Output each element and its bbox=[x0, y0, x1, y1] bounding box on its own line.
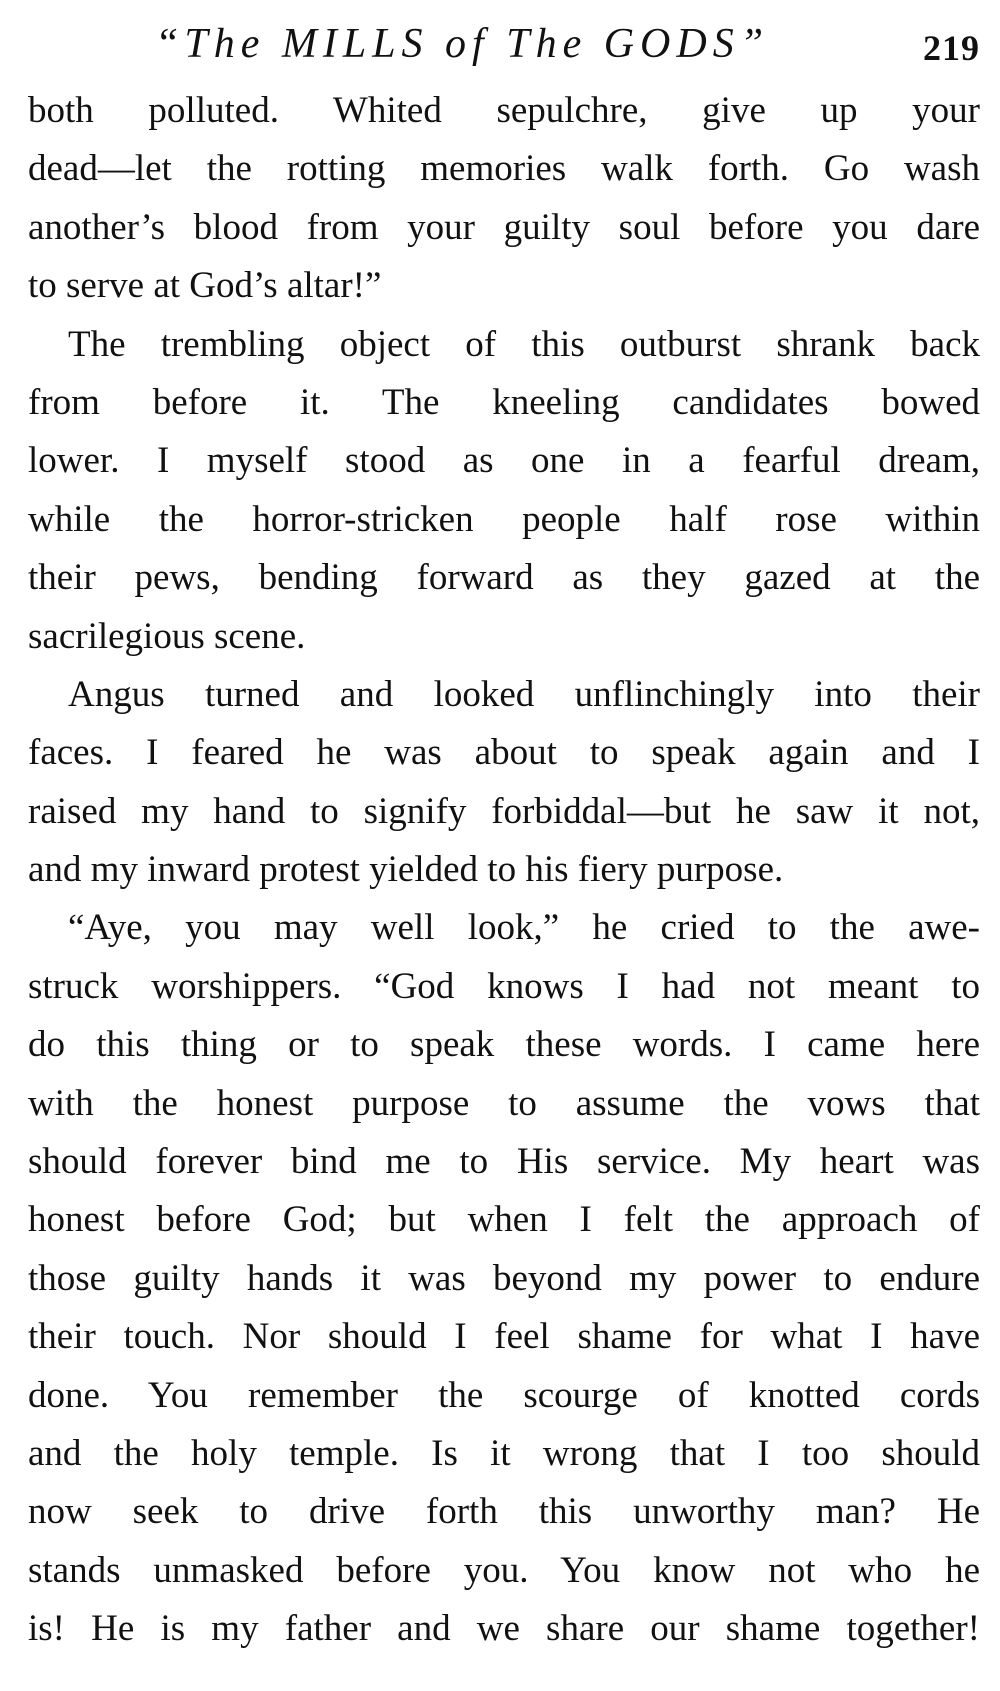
running-head bbox=[30, 14, 980, 74]
text-line: do this thing or to speak these words. I came here bbox=[28, 1024, 980, 1066]
text-line: another’s blood from your guilty soul before you dare bbox=[28, 206, 980, 248]
paragraph-start-line: “Aye, you may well look,” he cried to the awe- bbox=[68, 907, 980, 949]
text-line: and my inward protest yielded to his fiery purpose. bbox=[28, 849, 784, 891]
body-text bbox=[28, 82, 980, 1659]
page-number: 219 bbox=[923, 28, 980, 68]
paragraph-start-line: The trembling object of this outburst shrank back bbox=[68, 323, 980, 365]
text-line: done. You remember the scourge of knotted cords bbox=[28, 1374, 980, 1416]
text-line: sacrilegious scene. bbox=[28, 615, 306, 657]
text-line: their pews, bending forward as they gazed at the bbox=[28, 557, 980, 599]
text-line: while the horror-stricken people half rose within bbox=[28, 498, 980, 540]
text-line: with the honest purpose to assume the vows that bbox=[28, 1082, 980, 1124]
text-line: lower. I myself stood as one in a fearful dream, bbox=[28, 440, 980, 482]
running-title: “The MILLS of The GODS” bbox=[155, 21, 770, 67]
paragraph-start-line: Angus turned and looked unflinchingly into their bbox=[68, 673, 980, 715]
text-line: to serve at God’s altar!” bbox=[28, 265, 382, 307]
text-line: raised my hand to signify forbiddal—but he saw it not, bbox=[28, 790, 980, 832]
text-line: those guilty hands it was beyond my power to endure bbox=[28, 1257, 980, 1299]
text-line: struck worshippers. “God knows I had not meant to bbox=[28, 965, 980, 1007]
text-line: and the holy temple. Is it wrong that I too should bbox=[28, 1432, 980, 1474]
text-line: should forever bind me to His service. My heart was bbox=[28, 1141, 980, 1183]
text-line: their touch. Nor should I feel shame for what I have bbox=[28, 1316, 980, 1358]
text-line: from before it. The kneeling candidates bowed bbox=[28, 381, 980, 423]
text-line: dead—let the rotting memories walk forth. Go wash bbox=[28, 148, 980, 190]
text-line: now seek to drive forth this unworthy man? He bbox=[28, 1491, 980, 1533]
text-line: both polluted. Whited sepulchre, give up your bbox=[28, 90, 980, 131]
text-line: is! He is my father and we share our shame together! bbox=[28, 1608, 980, 1650]
text-line: honest before God; but when I felt the approach of bbox=[28, 1199, 980, 1241]
text-line: stands unmasked before you. You know not who he bbox=[28, 1549, 980, 1591]
text-line: faces. I feared he was about to speak again and I bbox=[28, 732, 980, 774]
